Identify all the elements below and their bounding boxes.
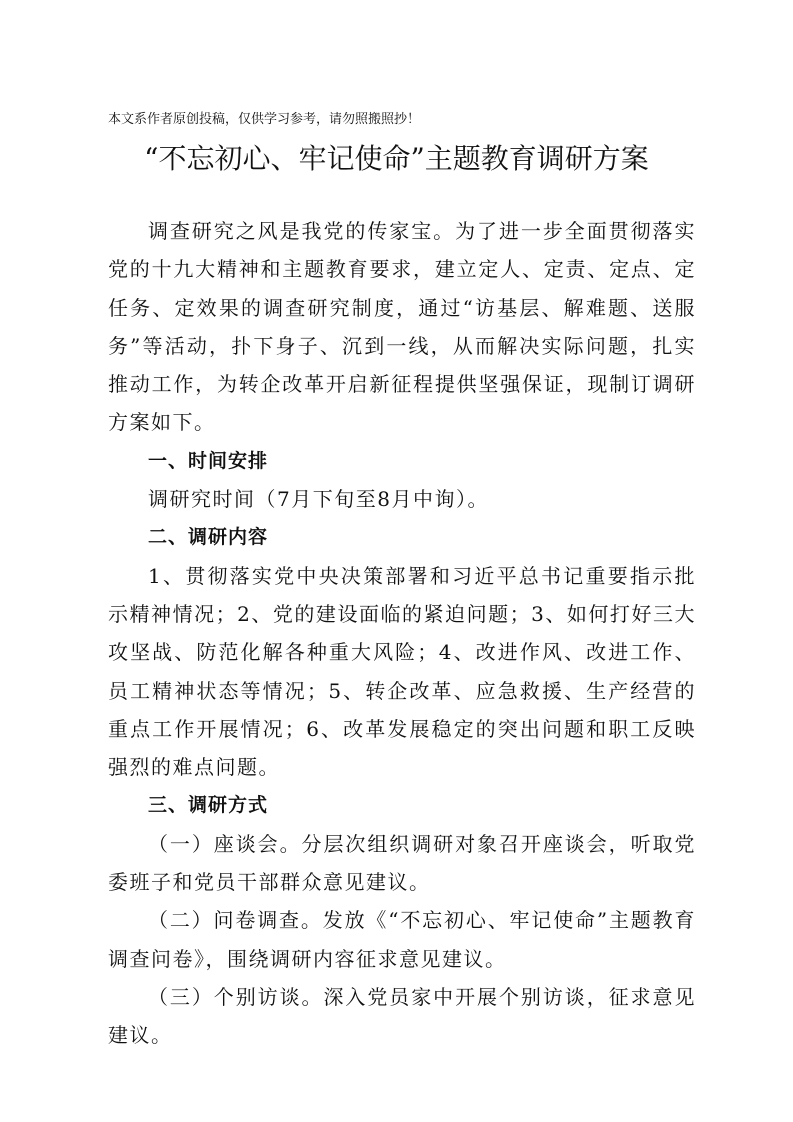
section-heading-methods: 三、调研方式 (148, 794, 269, 817)
document-title: “不忘初心、牢记使命”主题教育调研方案 (144, 142, 649, 175)
intro-paragraph: 调查研究之风是我党的传家宝。为了进一步全面贯彻落实党的十九大精神和主题教育要求，建立定人、定责、定点、定任务、定效果的调查研究制度，通过“访基层、解难题、送服务”等活动，扑下身子、沉到一线，从而解决实际问题，扎实推动工作，为转企改革开启新征程提供坚强保证，现制订调研方案如下。 (108, 219, 696, 435)
method-symposium-paragraph: （一）座谈会。分层次组织调研对象召开座谈会，听取党委班子和党员干部群众意见建议。 (108, 831, 696, 895)
section-heading-content: 二、调研内容 (148, 526, 269, 549)
copyright-notice: 本文系作者原创投稿，仅供学习参考，请勿照搬照抄！ (108, 112, 421, 127)
document-body (108, 212, 696, 1055)
method-interview-paragraph: （三）个别访谈。深入党员家中开展个别访谈，征求意见建议。 (108, 984, 696, 1048)
content-paragraph: 1、贯彻落实党中央决策部署和习近平总书记重要指示批示精神情况；2、党的建设面临的紧迫问题；3、如何打好三大攻坚战、防范化解各种重大风险；4、改进作风、改进工作、员工精神状态等情况；5、转企改革、应急救援、生产经营的重点工作开展情况；6、改革发展稳定的突出问题和职工反映强烈的难点问题。 (108, 563, 696, 780)
section-heading-schedule: 一、时间安排 (148, 449, 269, 472)
method-questionnaire-paragraph: （二）问卷调查。发放《“不忘初心、牢记使命”主题教育调查问卷》，围绕调研内容征求意见建议。 (108, 908, 696, 971)
schedule-paragraph: 调研究时间（7月下旬至8月中询）。 (148, 487, 489, 512)
